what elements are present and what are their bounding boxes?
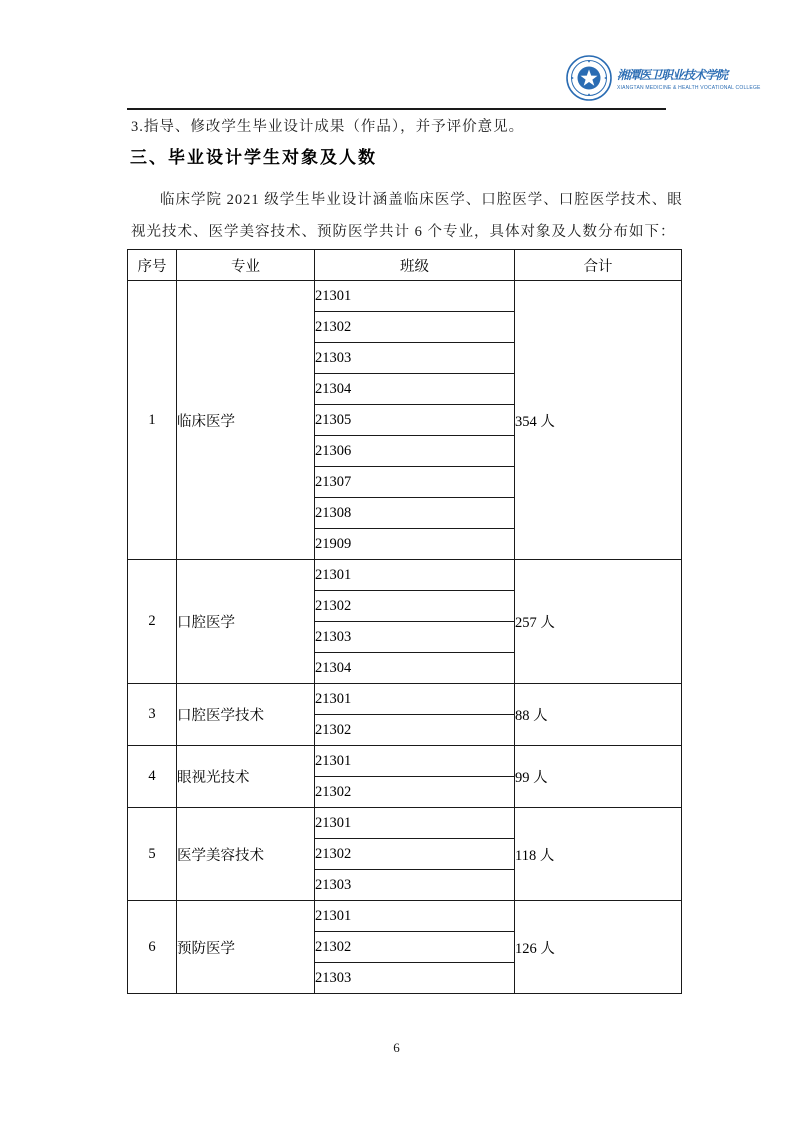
class-cell: 21308	[315, 498, 515, 529]
major-cell: 口腔医学技术	[177, 684, 315, 746]
list-item-3: 3.指导、修改学生毕业设计成果（作品），并予评价意见。	[131, 119, 525, 135]
class-cell: 21307	[315, 467, 515, 498]
total-cell: 88 人	[515, 684, 682, 746]
col-header-class: 班级	[315, 250, 515, 281]
row-no: 1	[128, 281, 177, 560]
col-header-total: 合计	[515, 250, 682, 281]
class-cell: 21302	[315, 591, 515, 622]
college-logo	[566, 55, 761, 101]
class-cell: 21303	[315, 870, 515, 901]
class-cell: 21302	[315, 312, 515, 343]
class-cell: 21304	[315, 653, 515, 684]
header-rule	[127, 108, 666, 110]
class-cell: 21302	[315, 715, 515, 746]
class-cell: 21302	[315, 932, 515, 963]
major-cell: 预防医学	[177, 901, 315, 994]
college-name-en: XIANGTAN MEDICINE & HEALTH VOCATIONAL COLLEGE	[617, 84, 761, 91]
row-no: 4	[128, 746, 177, 808]
total-cell: 354 人	[515, 281, 682, 560]
major-cell: 口腔医学	[177, 560, 315, 684]
total-cell: 257 人	[515, 560, 682, 684]
page-number: 6	[393, 1040, 400, 1055]
class-cell: 21303	[315, 622, 515, 653]
class-cell: 21303	[315, 343, 515, 374]
class-cell: 21909	[315, 529, 515, 560]
class-cell: 21303	[315, 963, 515, 994]
intro-paragraph	[131, 184, 687, 248]
table-row	[128, 560, 682, 591]
students-table	[127, 249, 682, 994]
section-heading: 三、毕业设计学生对象及人数	[130, 148, 377, 167]
class-cell: 21301	[315, 281, 515, 312]
class-cell: 21301	[315, 560, 515, 591]
table-header-row	[128, 250, 682, 281]
class-cell: 21306	[315, 436, 515, 467]
table-row	[128, 281, 682, 312]
table-row	[128, 684, 682, 715]
class-cell: 21304	[315, 374, 515, 405]
paragraph-line: 视光技术、医学美容技术、预防医学共计 6 个专业，具体对象及人数分布如下：	[131, 224, 676, 240]
class-cell: 21302	[315, 839, 515, 870]
paragraph-line: 临床学院 2021 级学生毕业设计涵盖临床医学、口腔医学、口腔医学技术、眼	[160, 192, 683, 208]
table-row	[128, 746, 682, 777]
class-cell: 21301	[315, 901, 515, 932]
table-row	[128, 901, 682, 932]
college-emblem-icon	[566, 55, 612, 101]
class-cell: 21305	[315, 405, 515, 436]
major-cell: 临床医学	[177, 281, 315, 560]
col-header-no: 序号	[128, 250, 177, 281]
total-cell: 126 人	[515, 901, 682, 994]
table-row	[128, 808, 682, 839]
class-cell: 21302	[315, 777, 515, 808]
row-no: 6	[128, 901, 177, 994]
row-no: 5	[128, 808, 177, 901]
major-cell: 医学美容技术	[177, 808, 315, 901]
total-cell: 99 人	[515, 746, 682, 808]
college-logo-text	[617, 66, 761, 91]
col-header-major: 专业	[177, 250, 315, 281]
row-no: 2	[128, 560, 177, 684]
total-cell: 118 人	[515, 808, 682, 901]
class-cell: 21301	[315, 684, 515, 715]
major-cell: 眼视光技术	[177, 746, 315, 808]
class-cell: 21301	[315, 808, 515, 839]
class-cell: 21301	[315, 746, 515, 777]
row-no: 3	[128, 684, 177, 746]
college-name-cn: 湘潭医卫职业技术学院	[617, 67, 728, 82]
